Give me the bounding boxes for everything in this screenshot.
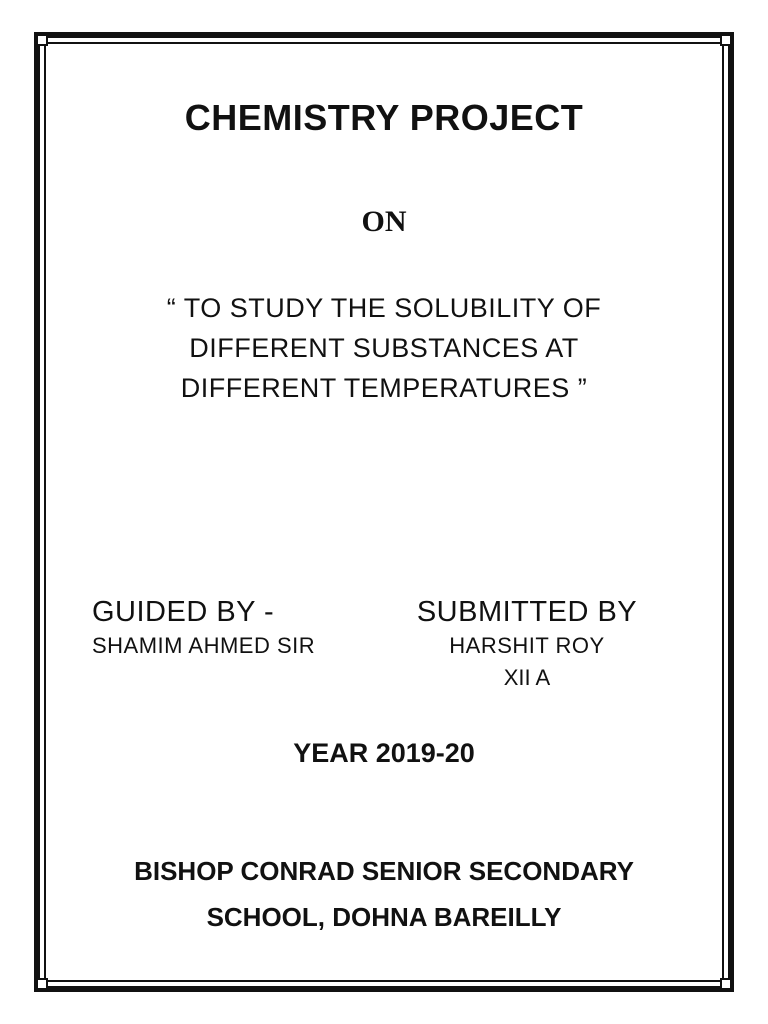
guide-name: SHAMIM AHMED SIR [92, 633, 316, 658]
project-topic [60, 288, 708, 408]
topic-line-3: DIFFERENT TEMPERATURES ” [180, 373, 588, 403]
school-name [60, 848, 708, 940]
project-title: CHEMISTRY PROJECT [184, 97, 584, 138]
school-line-2: SCHOOL, DOHNA BAREILLY [206, 902, 562, 932]
topic-line-2: DIFFERENT SUBSTANCES AT [189, 333, 579, 363]
guided-by-heading: GUIDED BY - [92, 596, 275, 628]
school-line-1: BISHOP CONRAD SENIOR SECONDARY [134, 856, 634, 886]
student-class: XII A [503, 665, 551, 690]
border-corner-top-right [720, 34, 732, 46]
academic-year: YEAR 2019-20 [293, 738, 475, 768]
student-name: HARSHIT ROY [449, 633, 605, 658]
border-corner-bottom-right [720, 978, 732, 990]
border-corner-bottom-left [36, 978, 48, 990]
page-border-inner [44, 42, 724, 982]
topic-line-1: “ TO STUDY THE SOLUBILITY OF [166, 293, 602, 323]
on-label: ON [361, 205, 407, 238]
border-corner-top-left [36, 34, 48, 46]
guided-by-block [92, 594, 315, 662]
submitted-by-block [402, 594, 652, 694]
submitted-by-heading: SUBMITTED BY [416, 596, 638, 628]
